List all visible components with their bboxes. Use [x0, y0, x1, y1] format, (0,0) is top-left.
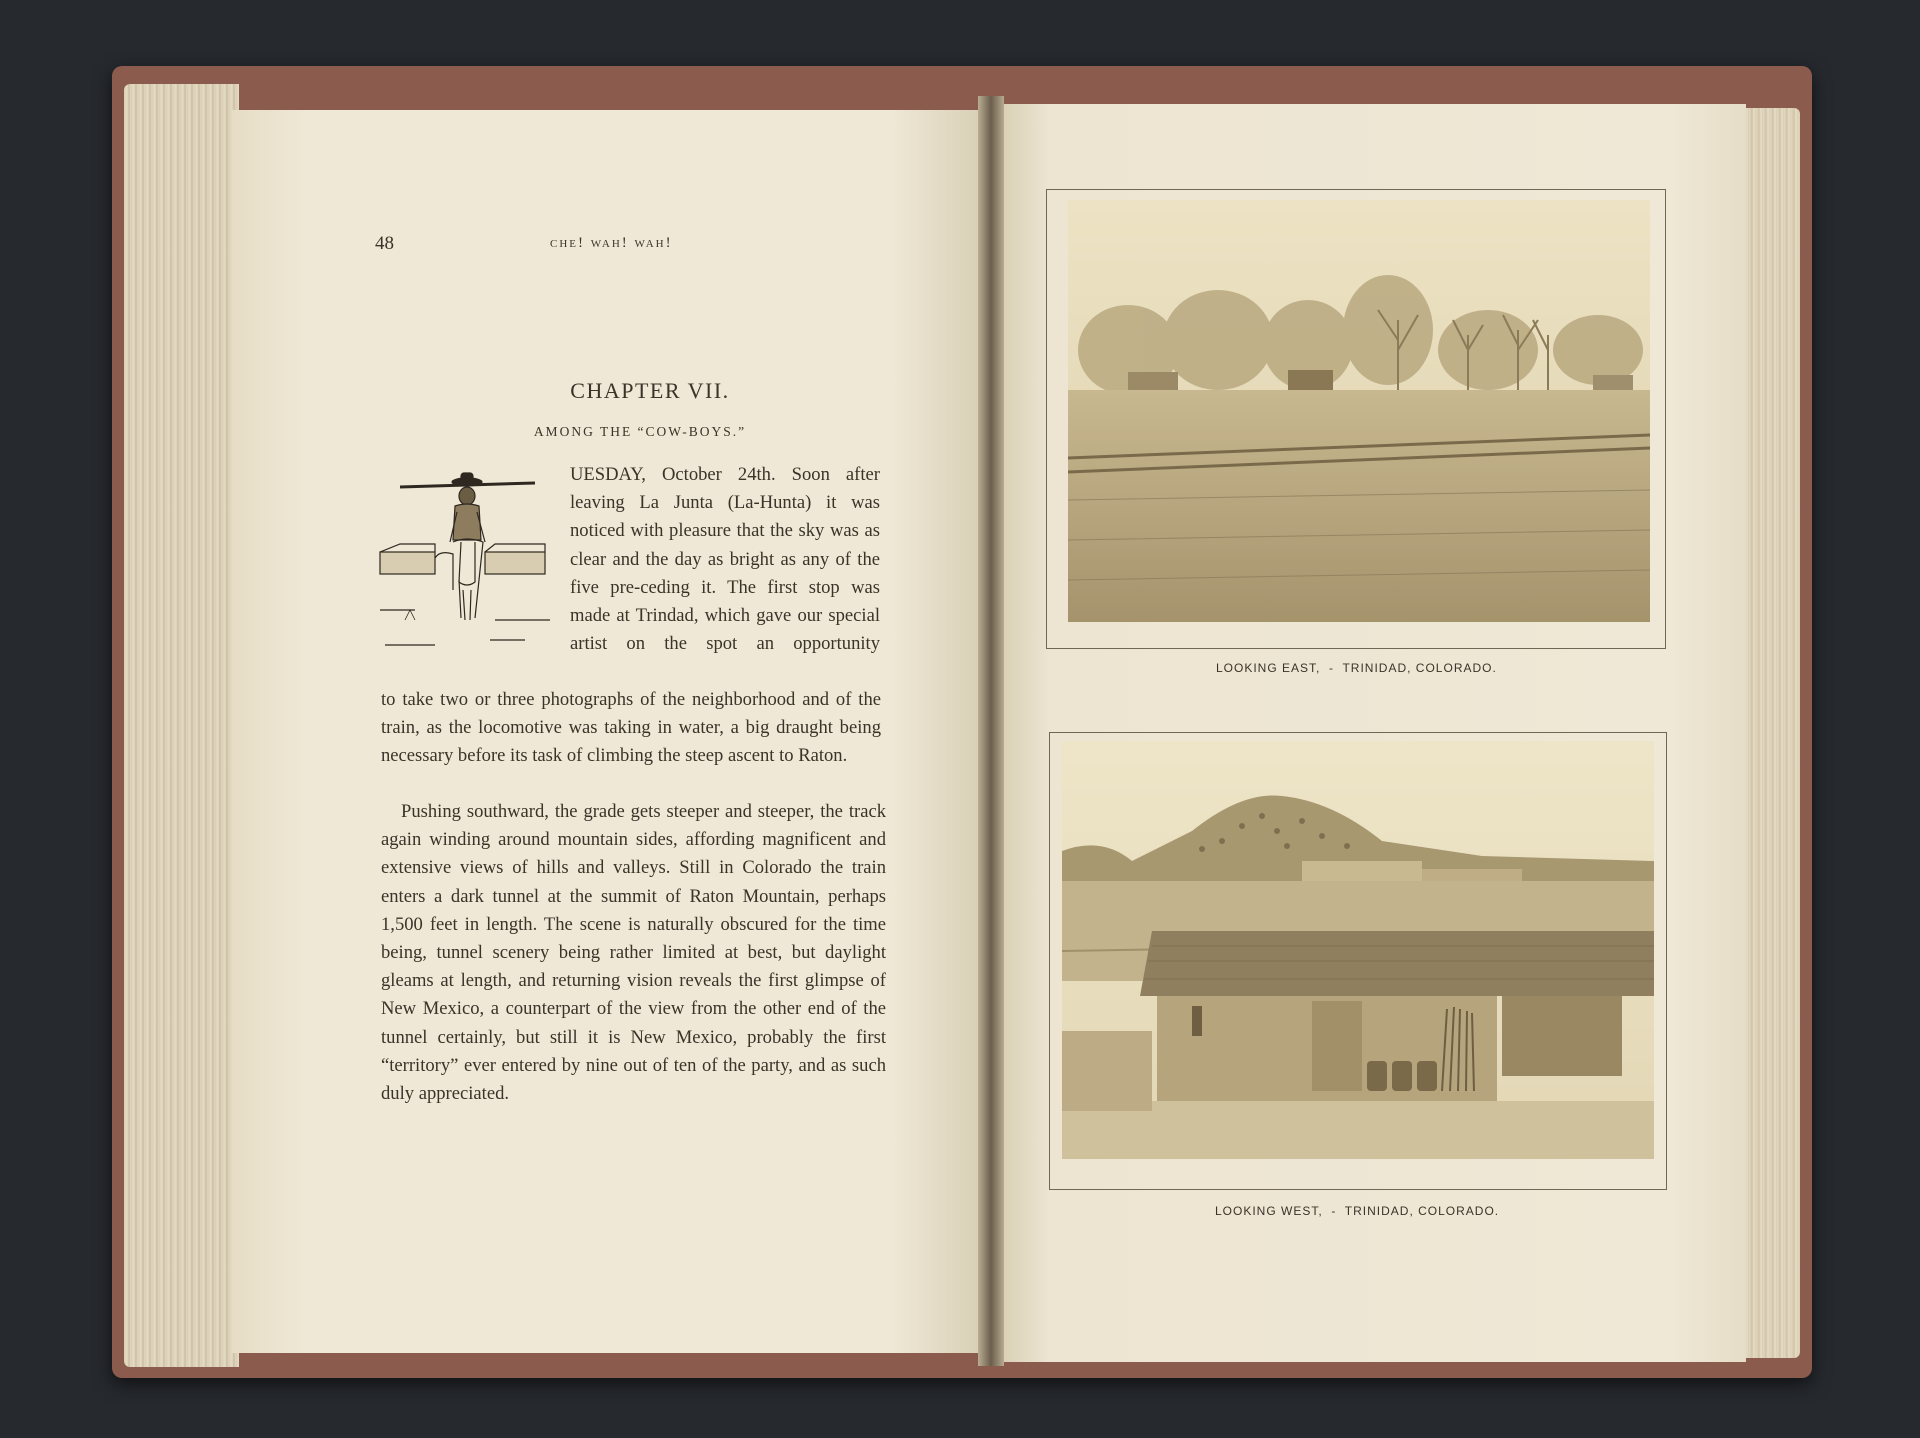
- left-page-edges: [124, 84, 239, 1367]
- chapter-subtitle: AMONG THE “COW-BOYS.”: [533, 424, 747, 439]
- paragraph-1-wrapped: UESDAY, October 24th. Soon after leaving La Junta (La-Hunta) it was noticed with pleasure that the sky was as clear and the day as bright as any of the five pre-ceding it. The first stop was made at Trindad, which gave our special artist on the spot an opportunity: [570, 464, 880, 655]
- chapter-title: CHAPTER VII.: [570, 378, 730, 403]
- page-number: 48: [375, 233, 394, 254]
- running-head: che! wah! wah!: [550, 235, 673, 251]
- paragraph-2: Pushing southward, the grade gets steeper and steeper, the track again winding around mountain sides, affording magnificent and extensive views of hills and valleys. Still in Colorado the train enters a dark tunnel at the summit of Raton Mountain, perhaps 1,500 feet in length. The scene is naturally obscured for the time being, tunnel scenery being rather limited at best, but daylight gleams at length, and returning vision reveals the first glimpse of New Mexico, a counterpart of the view from the other end of the tunnel certainly, but still it is New Mexico, probably the first “territory” ever entered by nine out of ten of the party, and as such duly appreciated.: [381, 801, 886, 1105]
- right-page-edges: [1742, 108, 1800, 1358]
- book-gutter: [978, 96, 1004, 1366]
- drop-cap-illustration: [375, 470, 560, 680]
- photo-looking-west: [1062, 741, 1654, 1159]
- caption-looking-east: LOOKING EAST, - TRINIDAD, COLORADO.: [1216, 661, 1497, 675]
- photo-looking-east: [1068, 200, 1650, 622]
- caption-looking-west: LOOKING WEST, - TRINIDAD, COLORADO.: [1215, 1204, 1500, 1218]
- paragraph-1: to take two or three photographs of the neighborhood and of the train, as the locomotive was taking in water, a big draught being necessary before its task of climbing the steep ascent to Raton.: [381, 689, 881, 767]
